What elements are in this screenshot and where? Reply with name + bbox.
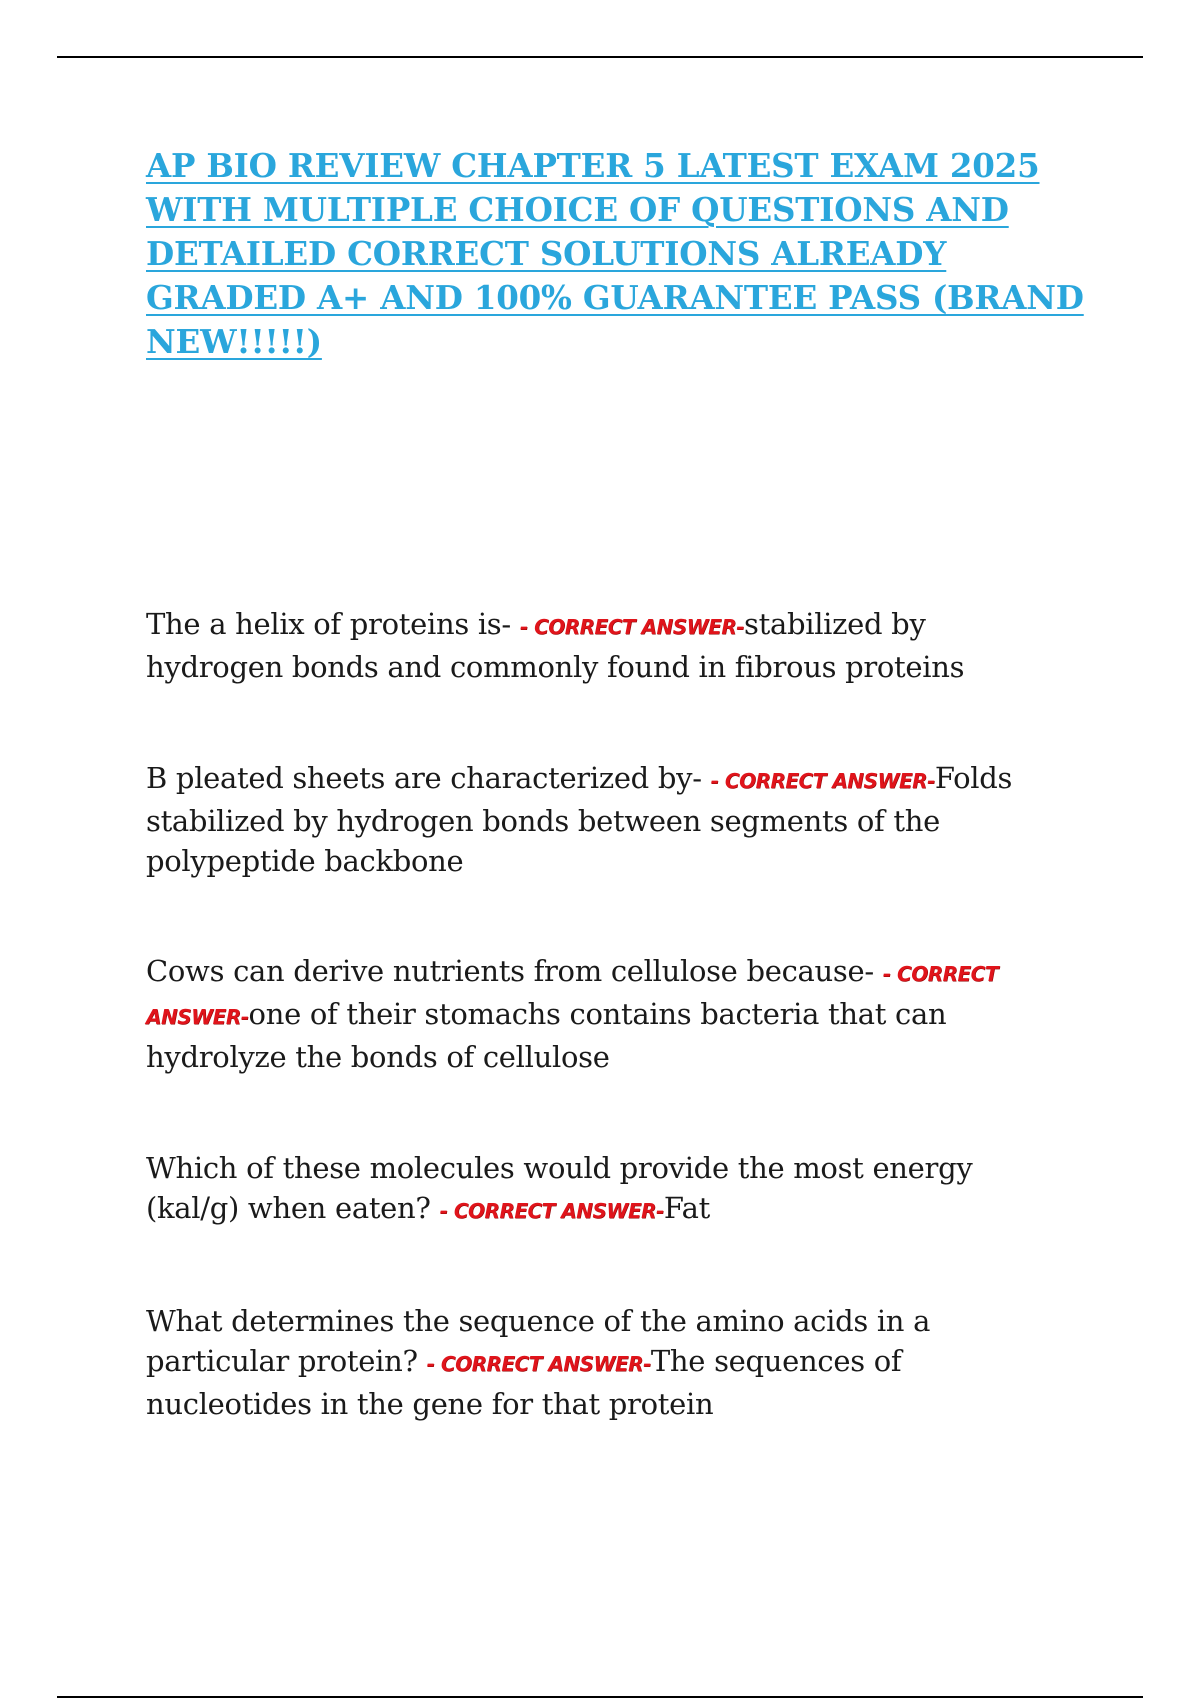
answer-text: one of their stomachs contains bacteria that can hydrolyze the bonds of cellulose (146, 997, 947, 1074)
top-rule (57, 56, 1143, 58)
qa-item (146, 758, 1046, 881)
question-text: What determines the sequence of the amino acids in a particular protein? (146, 1304, 931, 1378)
question-text: Which of these molecules would provide the most energy (kal/g) when eaten? (146, 1151, 973, 1225)
correct-answer-marker: - CORRECT ANSWER- (710, 769, 935, 793)
correct-answer-marker: - CORRECT ANSWER- (146, 962, 998, 1029)
correct-answer-marker: - CORRECT ANSWER- (519, 615, 745, 639)
answer-text: Fat (663, 1191, 711, 1225)
answer-text: Folds stabilized by hydrogen bonds between segments of the polypeptide backbone (146, 761, 1013, 878)
bottom-rule (57, 1696, 1143, 1698)
question-text: B pleated sheets are characterized by- (146, 761, 711, 795)
question-text: Cows can derive nutrients from cellulose because- (146, 954, 883, 988)
question-text: The a helix of proteins is- (146, 607, 520, 641)
qa-item (146, 1148, 1046, 1231)
qa-list (146, 604, 1046, 1424)
answer-text: The sequences of nucleotides in the gene for that protein (146, 1344, 902, 1421)
correct-answer-marker: - CORRECT ANSWER- (439, 1199, 664, 1223)
qa-item (146, 604, 1046, 687)
document-title-link[interactable]: AP BIO REVIEW CHAPTER 5 LATEST EXAM 2025 WITH MULTIPLE CHOICE OF QUESTIONS AND DETAILED CORRECT SOLUTIONS ALREADY GRADED A+ AND 100% GUARANTEE PASS (BRAND NEW!!!!!) (146, 146, 1084, 361)
qa-item (146, 1301, 1046, 1424)
answer-text: stabilized by hydrogen bonds and commonly found in fibrous proteins (146, 607, 965, 684)
qa-item (146, 951, 1046, 1077)
correct-answer-marker: - CORRECT ANSWER- (426, 1352, 651, 1376)
title-block (146, 144, 1086, 364)
